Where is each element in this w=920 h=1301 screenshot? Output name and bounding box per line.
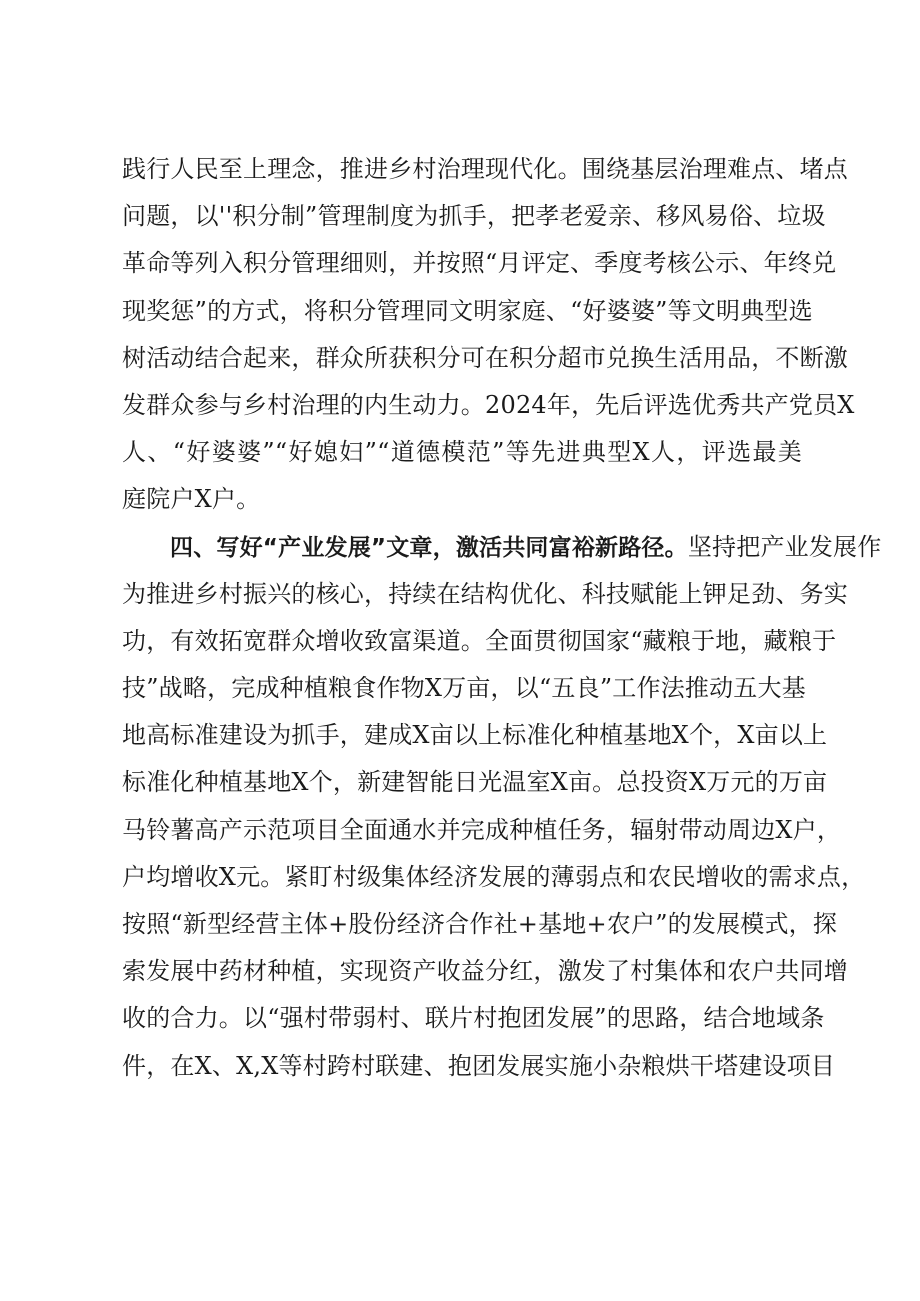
text-line: 树活动结合起来，群众所获积分可在积分超市兑换生活用品，不断激: [122, 343, 848, 372]
text-line: 问题，以''积分制”管理制度为抓手，把孝老爱亲、移风易俗、垃圾: [122, 202, 826, 231]
text-line: 人、“好婆婆”“好媳妇”“道德模范”等先进典型X人，评选最美: [122, 438, 802, 467]
text-line: 为推进乡村振兴的核心，持续在结构优化、科技赋能上钾足劲、务实: [122, 579, 848, 608]
text-line: 收的合力。以“强村带弱村、联片村抱团发展”的思路，结合地域条: [122, 1004, 825, 1033]
text-line: 功，有效拓宽群众增收致富渠道。全面贯彻国家“藏粮于地，藏粮于: [122, 626, 837, 655]
text-line: 标准化种植基地X个，新建智能日光温室X亩。总投资X万元的万亩: [122, 768, 828, 797]
text-line: 技”战略，完成种植粮食作物X万亩，以“五良”工作法推动五大基: [122, 674, 806, 703]
text-line: 现奖惩”的方式，将积分管理同文明家庭、“好婆婆”等文明典型选: [122, 296, 813, 325]
text-line-with-heading: [122, 524, 882, 571]
text-line: 马铃薯高产示范项目全面通水并完成种植任务，辐射带动周边X户，: [122, 815, 842, 844]
text-line: 索发展中药材种植，实现资产收益分红，激发了村集体和农户共同增: [122, 957, 848, 986]
text-line: 践行人民至上理念，推进乡村治理现代化。围绕基层治理难点、堵点: [122, 155, 848, 183]
paragraph-industry-development: [122, 524, 882, 1090]
document-body: [122, 146, 882, 1090]
text-line: 革命等列入积分管理细则，并按照“月评定、季度考核公示、年终兑: [122, 249, 837, 278]
text-line: 发群众参与乡村治理的内生动力。2024年，先后评选优秀共产党员X: [122, 390, 855, 419]
text-line: 地高标准建设为抓手，建成X亩以上标准化种植基地X个，X亩以上: [122, 721, 828, 750]
text-line: 庭院户X户。: [122, 485, 261, 514]
text-line: 户均增收X元。紧盯村级集体经济发展的薄弱点和农民增收的需求点，: [122, 862, 866, 891]
section-heading: 四、写好“产业发展”文章，激活共同富裕新路径。: [170, 534, 688, 561]
text-line: 按照“新型经营主体+股份经济合作社+基地+农户”的发展模式，探: [122, 910, 838, 938]
text-fragment: 坚持把产业发展作: [687, 532, 882, 561]
text-line: 件，在X、X,X等村跨村联建、抱团发展实施小杂粮烘干塔建设项目: [122, 1051, 836, 1080]
paragraph-village-governance: [122, 146, 855, 524]
